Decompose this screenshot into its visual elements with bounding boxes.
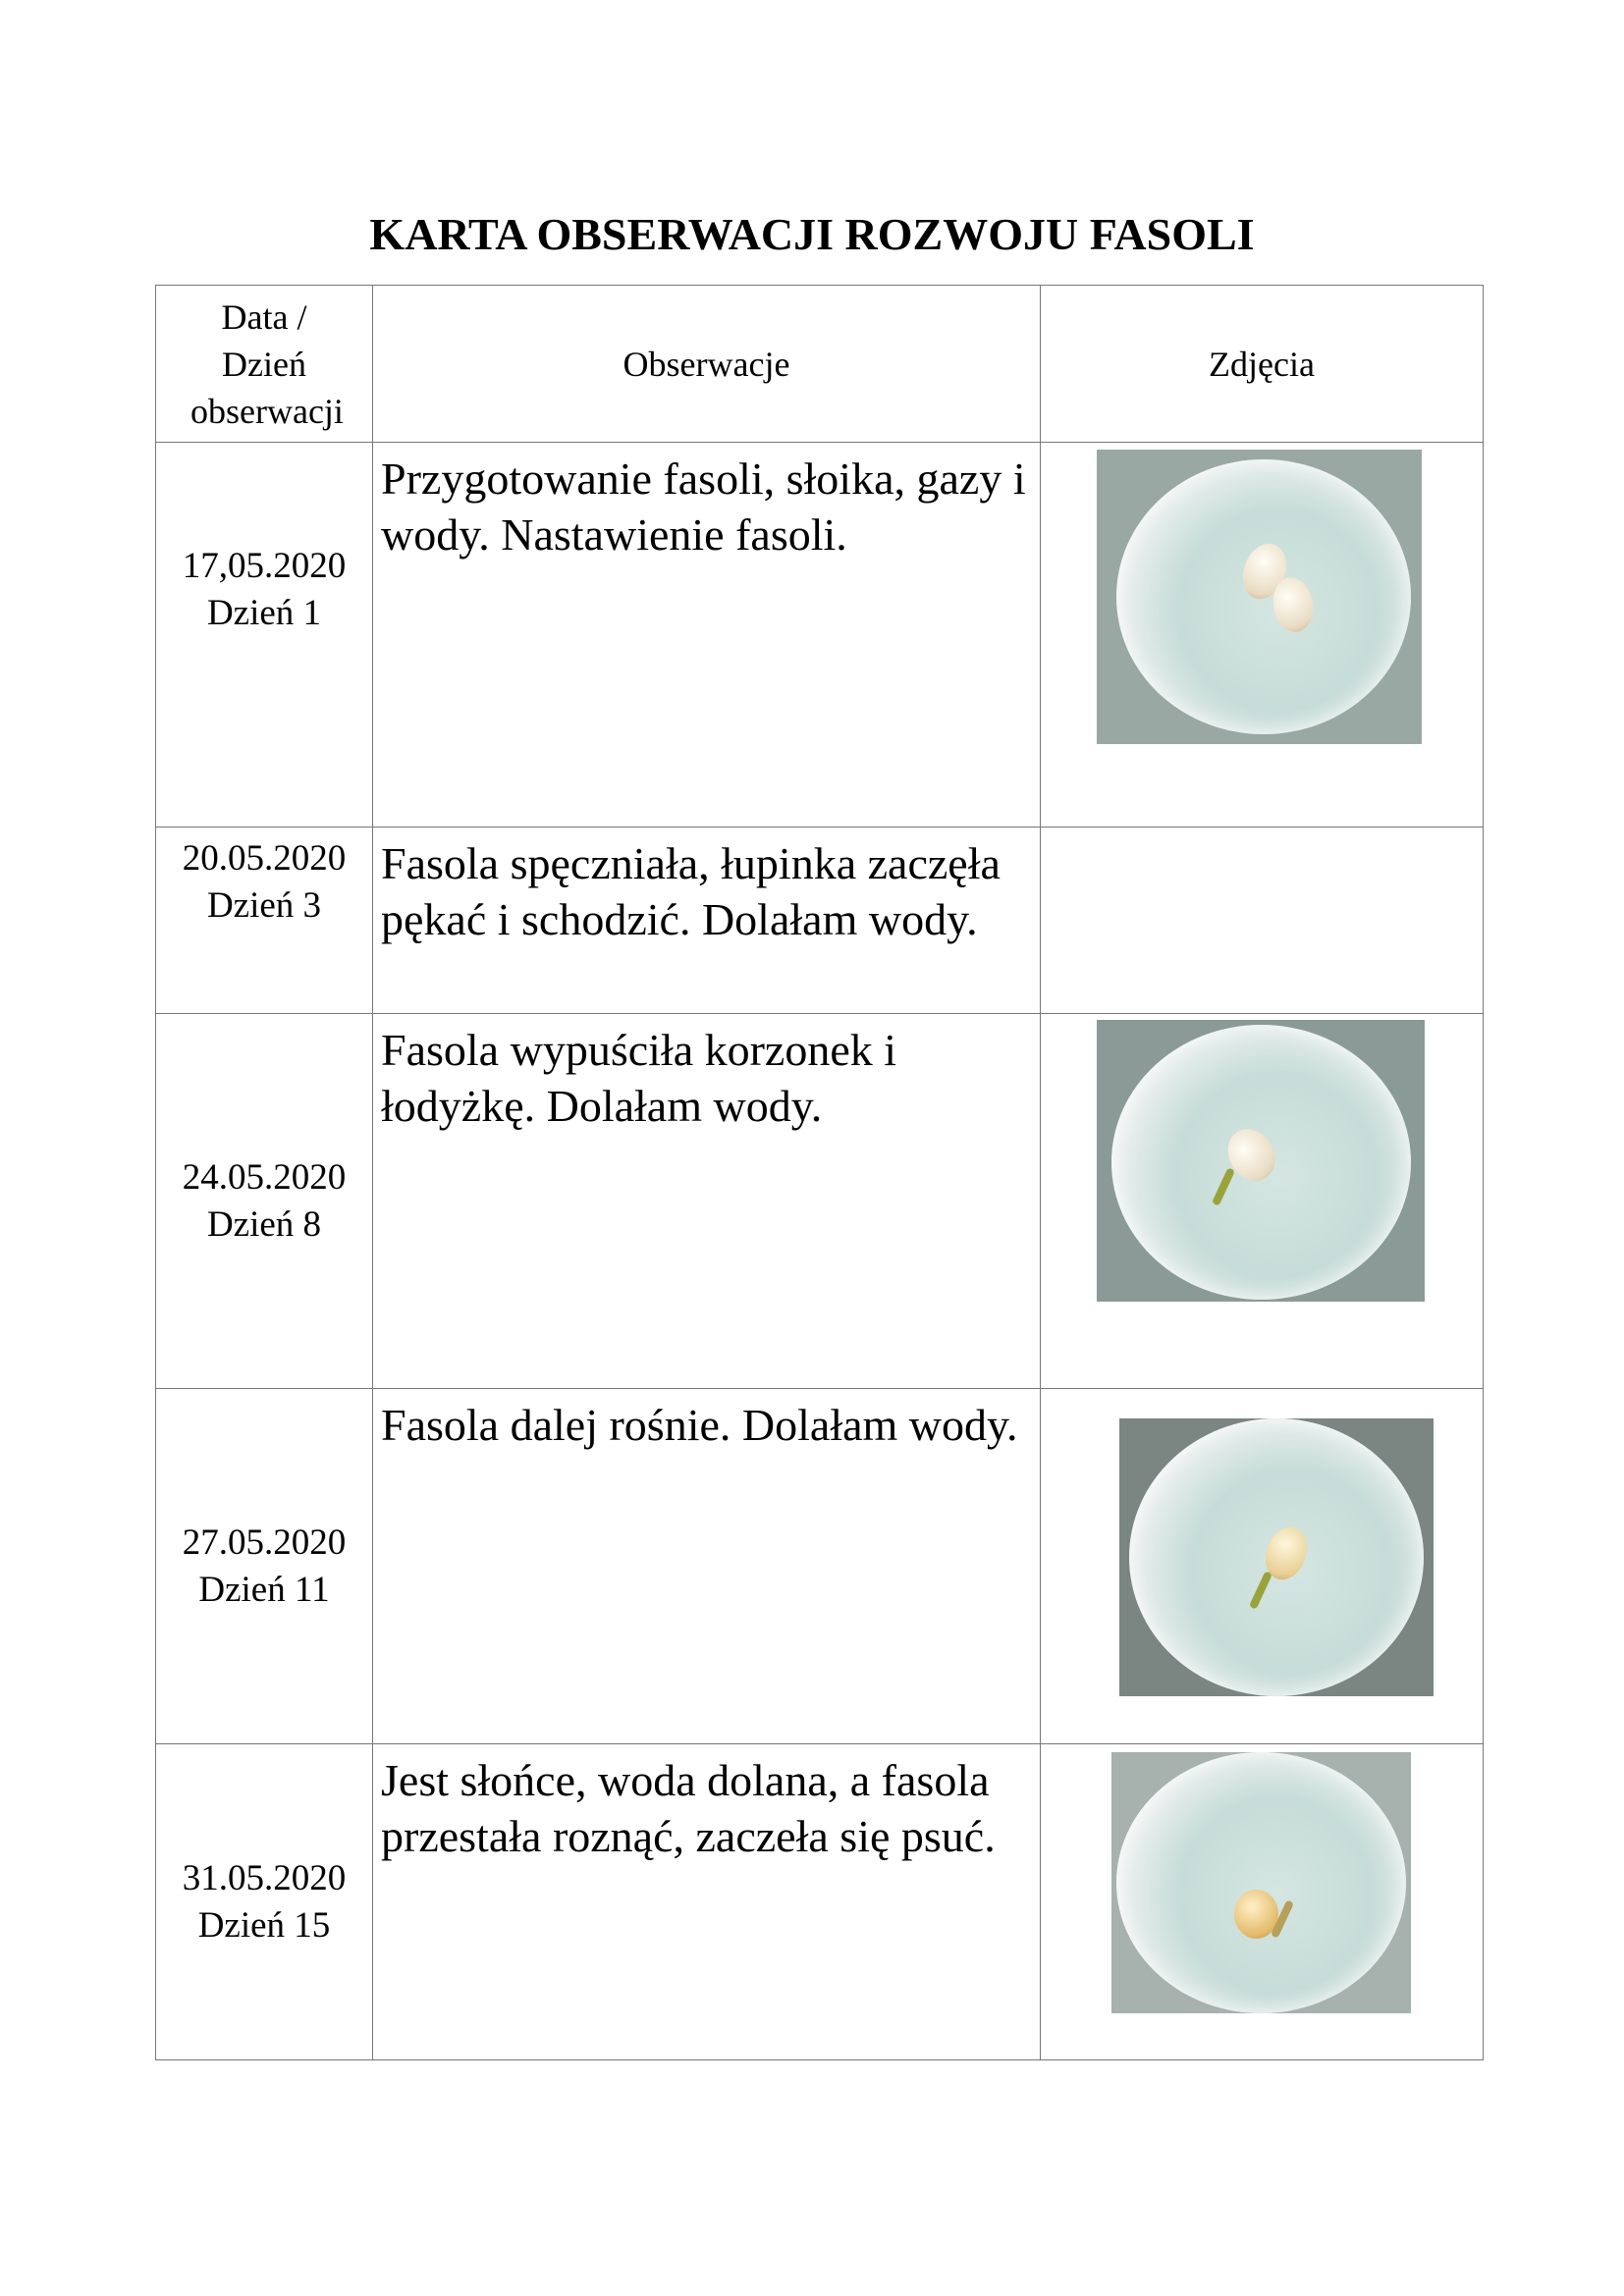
row-observation: Przygotowanie fasoli, słoika, gazy i wody. Nastawienie fasoli.	[373, 443, 1041, 828]
empty-photo-cell	[1041, 828, 1484, 1014]
table-row	[156, 1744, 1484, 2060]
page-title: KARTA OBSERWACJI ROZWOJU FASOLI	[369, 209, 1255, 259]
row-day: Dzień 8	[206, 1203, 322, 1245]
row-date: 20.05.2020	[182, 838, 347, 879]
header-observations: Obserwacje	[373, 286, 1041, 443]
row-day: Dzień 3	[206, 885, 322, 926]
row-day: Dzień 11	[198, 1569, 330, 1610]
row-observation: Fasola wypuściła korzonek i łodyżkę. Dolałam wody.	[373, 1014, 1041, 1389]
bean-photo	[1097, 450, 1422, 744]
table-row	[156, 1014, 1484, 1389]
bean-photo	[1097, 1020, 1425, 1302]
table-row	[156, 443, 1484, 828]
row-date: 27.05.2020	[182, 1522, 347, 1563]
header-photos: Zdjęcia	[1041, 286, 1484, 443]
row-observation: Jest słońce, woda dolana, a fasola przestała roznąć, zaczeła się psuć.	[373, 1744, 1041, 2060]
row-day: Dzień 1	[206, 593, 322, 633]
bean-photo	[1119, 1418, 1434, 1696]
row-date: 31.05.2020	[182, 1857, 347, 1898]
row-date: 17,05.2020	[182, 546, 347, 586]
table-header-row	[156, 286, 1484, 443]
row-observation: Fasola spęczniała, łupinka zaczęła pękać i schodzić. Dolałam wody.	[373, 828, 1041, 1014]
table-row	[156, 1389, 1484, 1744]
header-date: Data / Dzień obserwacji	[156, 286, 373, 443]
bean-photo	[1111, 1752, 1411, 2013]
row-date: 24.05.2020	[182, 1156, 347, 1198]
table-row	[156, 828, 1484, 1014]
row-observation: Fasola dalej rośnie. Dolałam wody.	[373, 1389, 1041, 1744]
row-day: Dzień 15	[197, 1904, 331, 1946]
observation-table	[155, 285, 1484, 2060]
